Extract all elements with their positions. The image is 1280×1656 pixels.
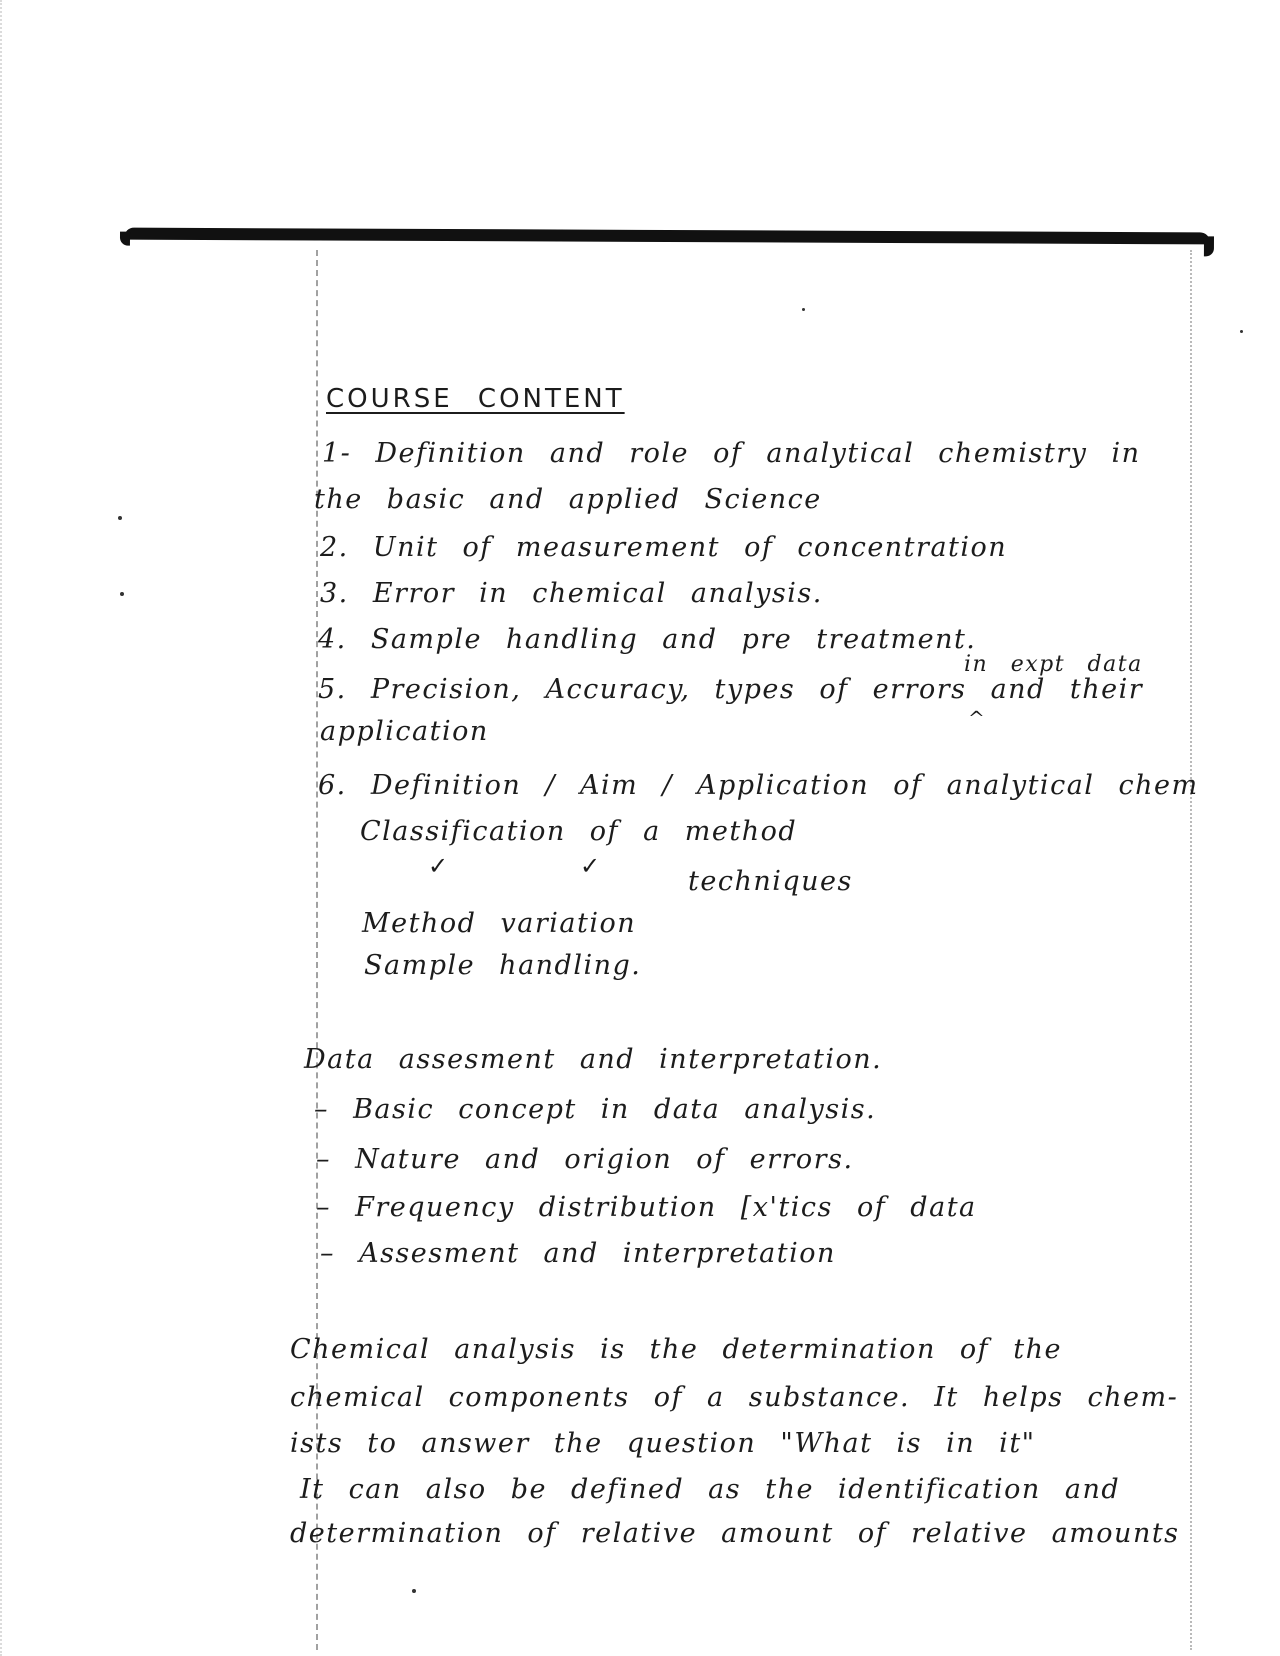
item-1-line-1: 1- Definition and role of analytical chemistry in xyxy=(322,438,1141,469)
sub-item-classification: Classification of a method xyxy=(360,816,798,847)
sub-item-sample-handling: Sample handling. xyxy=(364,950,642,981)
item-5-line-2: application xyxy=(320,716,489,747)
item-5-insertion: in expt data xyxy=(964,652,1143,677)
item-1-line-2: the basic and applied Science xyxy=(314,484,822,515)
scan-right-edge xyxy=(1190,250,1206,1650)
tick-mark: ✓ xyxy=(580,852,601,880)
scan-speck xyxy=(120,592,124,596)
data-bullet-4: – Assesment and interpretation xyxy=(320,1238,836,1269)
data-bullet-2: – Nature and origion of errors. xyxy=(316,1144,854,1175)
scan-speck xyxy=(412,1589,416,1593)
paragraph-line-3: ists to answer the question "What is in it" xyxy=(290,1428,1036,1459)
item-5-line-1: 5. Precision, Accuracy, types of errors and their xyxy=(318,674,1144,705)
scan-speck xyxy=(118,516,122,520)
sub-item-techniques: techniques xyxy=(688,866,853,897)
data-bullet-3: – Frequency distribution [x'tics of data xyxy=(316,1192,977,1223)
item-6: 6. Definition / Aim / Application of analytical chem xyxy=(318,770,1199,801)
item-2: 2. Unit of measurement of concentration xyxy=(320,532,1008,563)
notebook-top-rule xyxy=(124,228,1210,245)
page-heading: COURSE CONTENT xyxy=(326,384,625,414)
data-bullet-1: – Basic concept in data analysis. xyxy=(314,1094,877,1125)
item-4: 4. Sample handling and pre treatment. xyxy=(318,624,977,655)
scan-speck xyxy=(802,308,805,311)
scan-left-edge xyxy=(0,0,8,1656)
paragraph-line-4: It can also be defined as the identification and xyxy=(300,1474,1121,1505)
sub-item-method-variation: Method variation xyxy=(362,908,637,939)
paragraph-line-1: Chemical analysis is the determination of the xyxy=(290,1334,1062,1365)
paragraph-line-5: determination of relative amount of relative amounts xyxy=(290,1518,1180,1549)
tick-mark: ✓ xyxy=(428,852,449,880)
paragraph-line-2: chemical components of a substance. It helps chem- xyxy=(290,1382,1179,1413)
item-3: 3. Error in chemical analysis. xyxy=(320,578,823,609)
data-section-title: Data assesment and interpretation. xyxy=(304,1044,883,1075)
insertion-caret: ^ xyxy=(968,706,985,730)
scan-speck xyxy=(1240,330,1243,333)
